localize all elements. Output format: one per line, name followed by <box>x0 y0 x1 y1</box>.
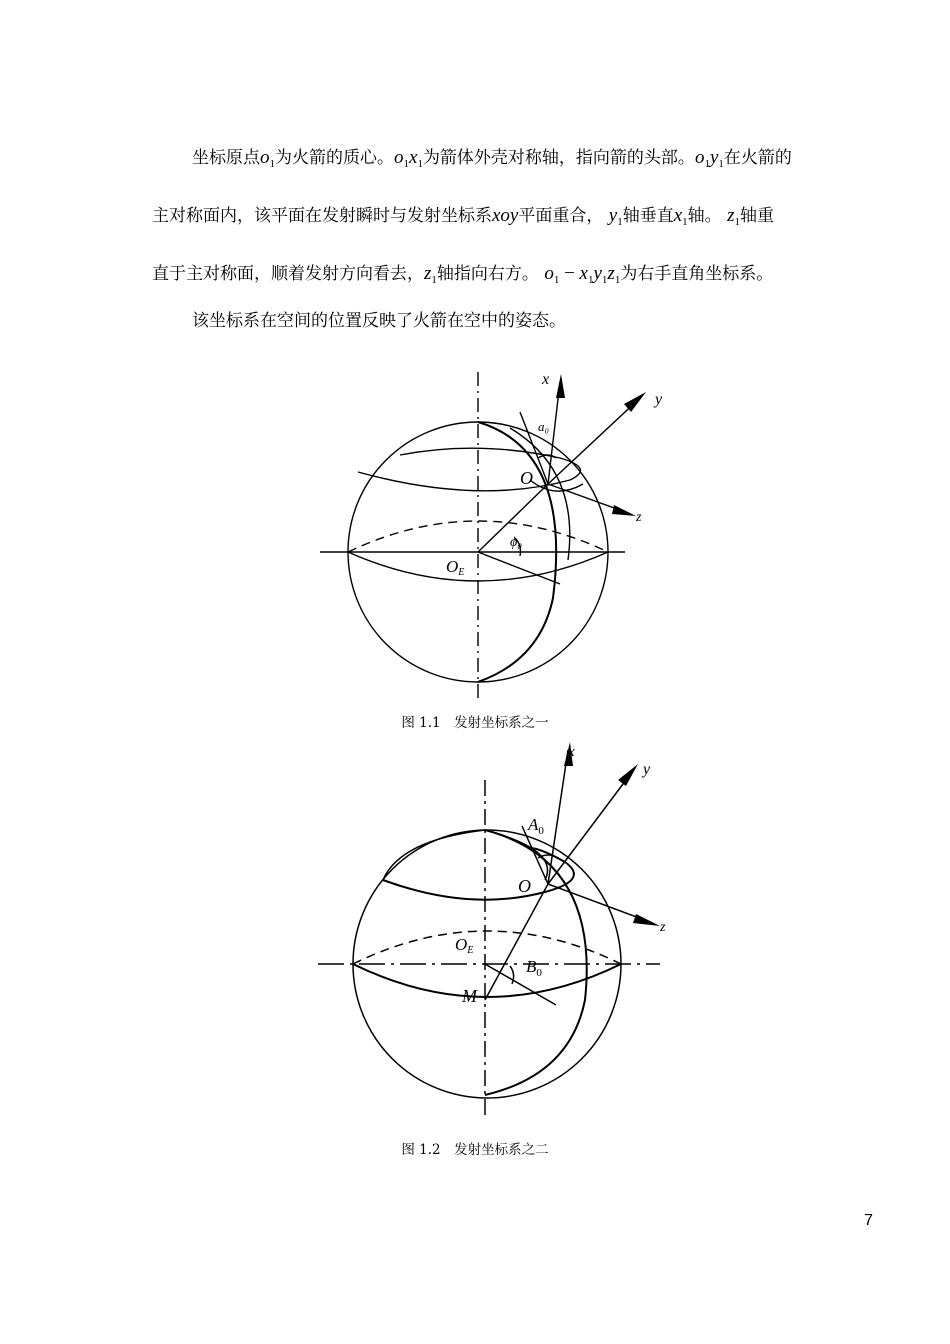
fig1-label-y: y <box>655 391 663 408</box>
fig2-x-axis <box>548 750 568 884</box>
fig2-label-A0: $A_0$ <box>528 815 544 837</box>
fig2-label-z: z <box>660 920 666 935</box>
fig2-label-OE: OE <box>455 935 474 956</box>
fig2-label-O: O <box>518 876 531 896</box>
fig2-equator-back <box>353 931 621 964</box>
fig2-label-B0: $B_0$ <box>526 957 542 979</box>
fig2-label-y: y <box>643 761 651 778</box>
text-line-2: 主对称面内，该平面在发射瞬时与发射坐标系xoy平面重合， $y_1$轴垂直$x_1$轴。 $z_1$轴重 <box>152 205 774 228</box>
fig2-label-x: x <box>568 744 575 760</box>
page-number: 7 <box>864 1212 873 1229</box>
text-line-3: 直于主对称面，顺着发射方向看去，$z_1$轴指向右方。 $o_1 - x_1y_1z_1$为右手直角坐标系。 <box>152 263 774 286</box>
fig1-label-alpha: a₀ <box>538 419 550 434</box>
fig2-y-arrowhead <box>618 764 638 786</box>
fig1-label-x: x <box>542 371 550 388</box>
figure-2-caption: 图 1.2 发射坐标系之二 <box>401 1142 549 1158</box>
fig1-label-OE: OE <box>446 557 465 578</box>
fig2-radius-lower <box>485 964 556 1005</box>
fig2-z-arrowhead <box>633 914 660 926</box>
fig2-label-M: M <box>462 986 477 1006</box>
fig2-y-axis <box>548 772 632 884</box>
fig1-label-O: O <box>520 468 533 488</box>
fig1-label-z: z <box>636 510 642 525</box>
fig2-equator-front <box>353 964 621 997</box>
text-line-4: 该坐标系在空间的位置反映了火箭在空中的姿态。 <box>192 311 566 331</box>
text-line-1: 坐标原点$o_1$为火箭的质心。$o_1x_1$为箭体外壳对称轴，指向箭的头部。$o_1y_1$在火箭的 <box>192 147 792 170</box>
figure-1-caption: 图 1.1 发射坐标系之一 <box>401 715 549 731</box>
fig1-label-phi: ϕ₀ <box>510 535 523 550</box>
